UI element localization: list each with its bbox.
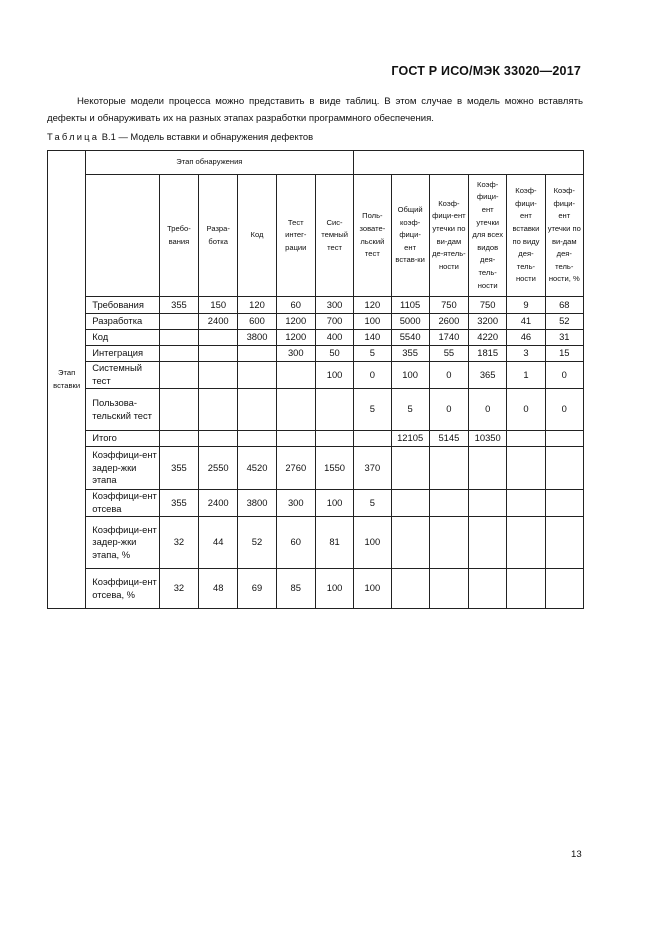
table-cell (507, 517, 545, 569)
table-cell (199, 330, 238, 346)
table-cell: 3800 (238, 490, 276, 517)
table-cell (429, 517, 468, 569)
table-cell (159, 330, 198, 346)
column-header: Разра-ботка (199, 175, 238, 297)
table-cell: 0 (507, 389, 545, 431)
table-cell: 55 (429, 346, 468, 362)
table-cell: 68 (545, 297, 583, 314)
table-cell: 44 (199, 517, 238, 569)
row-label: Коэффици-ент задер-жки этапа (86, 447, 160, 490)
table-cell (429, 490, 468, 517)
table-cell: 120 (238, 297, 276, 314)
table-cell: 750 (469, 297, 507, 314)
table-cell: 4520 (238, 447, 276, 490)
table-cell: 0 (545, 362, 583, 389)
table-cell: 2600 (429, 314, 468, 330)
table-cell: 50 (315, 346, 353, 362)
table-cell (276, 389, 315, 431)
table-cell: 4220 (469, 330, 507, 346)
table-cell: 32 (159, 569, 198, 609)
row-label: Коэффици-ент отсева (86, 490, 160, 517)
table-cell: 5145 (429, 431, 468, 447)
table-cell (391, 569, 429, 609)
table-cell: 52 (238, 517, 276, 569)
table-cell: 1 (507, 362, 545, 389)
table-cell: 32 (159, 517, 198, 569)
table-cell: 85 (276, 569, 315, 609)
table-cell: 0 (354, 362, 391, 389)
table-row (48, 431, 584, 447)
table-cell (545, 447, 583, 490)
table-cell: 100 (315, 569, 353, 609)
table-cell: 3800 (238, 330, 276, 346)
table-cell (545, 490, 583, 517)
table-cell: 100 (315, 490, 353, 517)
column-header: Коэф-фици-ент утечки по ви-дам дея-тель-ности, % (545, 175, 583, 297)
table-row (48, 314, 584, 330)
table-cell: 100 (354, 314, 391, 330)
table-cell: 0 (545, 389, 583, 431)
table-cell: 600 (238, 314, 276, 330)
table-row (48, 517, 584, 569)
table-cell: 120 (354, 297, 391, 314)
table-cell (238, 431, 276, 447)
table-cell (199, 431, 238, 447)
table-cell: 52 (545, 314, 583, 330)
table-cell: 1550 (315, 447, 353, 490)
table-cell: 2550 (199, 447, 238, 490)
table-row (48, 569, 584, 609)
table-cell: 1105 (391, 297, 429, 314)
table-cell (238, 389, 276, 431)
table-cell: 9 (507, 297, 545, 314)
table-row (48, 362, 584, 389)
table-cell (507, 569, 545, 609)
table-cell (545, 569, 583, 609)
row-group-label: Этап вставки (48, 151, 86, 609)
table-cell (391, 517, 429, 569)
table-cell: 355 (159, 447, 198, 490)
column-header: Общий коэф-фици-ент встав-ки (391, 175, 429, 297)
table-cell: 370 (354, 447, 391, 490)
table-row (48, 490, 584, 517)
table-cell: 700 (315, 314, 353, 330)
table-cell (391, 447, 429, 490)
table-cell (507, 431, 545, 447)
table-caption (47, 131, 313, 142)
row-label: Системный тест (86, 362, 160, 389)
caption-title: В.1 — Модель вставки и обнаружения дефектов (99, 131, 314, 142)
column-header: Коэф-фици-ент вставки по виду дея-тель-ности (507, 175, 545, 297)
table-cell (315, 431, 353, 447)
table-cell: 2760 (276, 447, 315, 490)
table-cell: 60 (276, 517, 315, 569)
table-cell (507, 447, 545, 490)
table-cell: 5 (354, 389, 391, 431)
table-cell (507, 490, 545, 517)
table-cell (238, 346, 276, 362)
table-cell: 1200 (276, 330, 315, 346)
table-cell (315, 389, 353, 431)
table-cell: 5 (354, 346, 391, 362)
defect-model-table (47, 150, 584, 609)
column-header: Код (238, 175, 276, 297)
row-label: Разработка (86, 314, 160, 330)
table-cell: 355 (159, 490, 198, 517)
table-cell: 2400 (199, 314, 238, 330)
table-cell (391, 490, 429, 517)
table-cell: 5540 (391, 330, 429, 346)
table-cell (199, 389, 238, 431)
table-cell: 1815 (469, 346, 507, 362)
table-cell: 300 (276, 346, 315, 362)
row-label: Требования (86, 297, 160, 314)
table-cell (276, 431, 315, 447)
row-label: Интеграция (86, 346, 160, 362)
table-cell: 41 (507, 314, 545, 330)
table-cell: 5 (391, 389, 429, 431)
table-cell (199, 362, 238, 389)
group-header-detection: Этап обнаружения (86, 151, 354, 175)
column-header: Коэф-фици-ент утечки для всех видов дея-тель-ности (469, 175, 507, 297)
table-cell: 355 (391, 346, 429, 362)
table-cell: 5000 (391, 314, 429, 330)
table-cell: 100 (391, 362, 429, 389)
table-cell: 3200 (469, 314, 507, 330)
table-cell: 140 (354, 330, 391, 346)
column-header: Сис-темный тест (315, 175, 353, 297)
table-cell: 300 (315, 297, 353, 314)
group-header-empty (354, 151, 584, 175)
table-cell (159, 431, 198, 447)
table-cell: 750 (429, 297, 468, 314)
table-cell: 400 (315, 330, 353, 346)
table-cell (469, 569, 507, 609)
header-corner (86, 175, 160, 297)
column-header: Коэф-фици-ент утечки по ви-дам де-ятель-ности (429, 175, 468, 297)
document-id: ГОСТ Р ИСО/МЭК 33020—2017 (391, 64, 581, 78)
table-cell: 300 (276, 490, 315, 517)
table-cell (545, 431, 583, 447)
table-cell (354, 431, 391, 447)
column-header: Поль-зовате-льский тест (354, 175, 391, 297)
table-cell: 100 (354, 517, 391, 569)
table-cell: 150 (199, 297, 238, 314)
table-cell: 12105 (391, 431, 429, 447)
table-cell (199, 346, 238, 362)
table-cell: 1740 (429, 330, 468, 346)
table-cell: 5 (354, 490, 391, 517)
table-cell: 46 (507, 330, 545, 346)
table-cell (469, 517, 507, 569)
table-cell: 0 (429, 362, 468, 389)
table-cell: 100 (315, 362, 353, 389)
table-cell (429, 447, 468, 490)
table-cell: 69 (238, 569, 276, 609)
table-cell: 100 (354, 569, 391, 609)
table-cell: 48 (199, 569, 238, 609)
table-row (48, 447, 584, 490)
table-cell: 15 (545, 346, 583, 362)
table-cell: 60 (276, 297, 315, 314)
caption-prefix: Таблица (47, 131, 100, 142)
table-row (48, 297, 584, 314)
row-label: Код (86, 330, 160, 346)
intro-paragraph: Некоторые модели процесса можно представить в виде таблиц. В этом случае в модель можно вставлять дефекты и обнаруживать их на разных этапах разработки программного обеспечения. (47, 96, 583, 124)
table-cell: 365 (469, 362, 507, 389)
row-label: Итого (86, 431, 160, 447)
table-cell: 0 (429, 389, 468, 431)
row-label: Пользова-тельский тест (86, 389, 160, 431)
table-cell: 81 (315, 517, 353, 569)
table-cell: 31 (545, 330, 583, 346)
table-cell (469, 447, 507, 490)
table-cell (429, 569, 468, 609)
table-cell: 10350 (469, 431, 507, 447)
table-cell: 0 (469, 389, 507, 431)
table-cell (159, 362, 198, 389)
table-row (48, 346, 584, 362)
table-cell (238, 362, 276, 389)
table-cell (276, 362, 315, 389)
table-cell (469, 490, 507, 517)
table-row (48, 389, 584, 431)
table-cell: 355 (159, 297, 198, 314)
row-label: Коэффици-ент отсева, % (86, 569, 160, 609)
table-cell (159, 346, 198, 362)
table-cell: 1200 (276, 314, 315, 330)
column-header: Требо-вания (159, 175, 198, 297)
table-cell (159, 389, 198, 431)
table-cell: 3 (507, 346, 545, 362)
page-number: 13 (571, 849, 582, 860)
column-header: Тест интег-рации (276, 175, 315, 297)
table-cell (545, 517, 583, 569)
row-label: Коэффици-ент задер-жки этапа, % (86, 517, 160, 569)
table-cell: 2400 (199, 490, 238, 517)
table-row (48, 330, 584, 346)
table-cell (159, 314, 198, 330)
